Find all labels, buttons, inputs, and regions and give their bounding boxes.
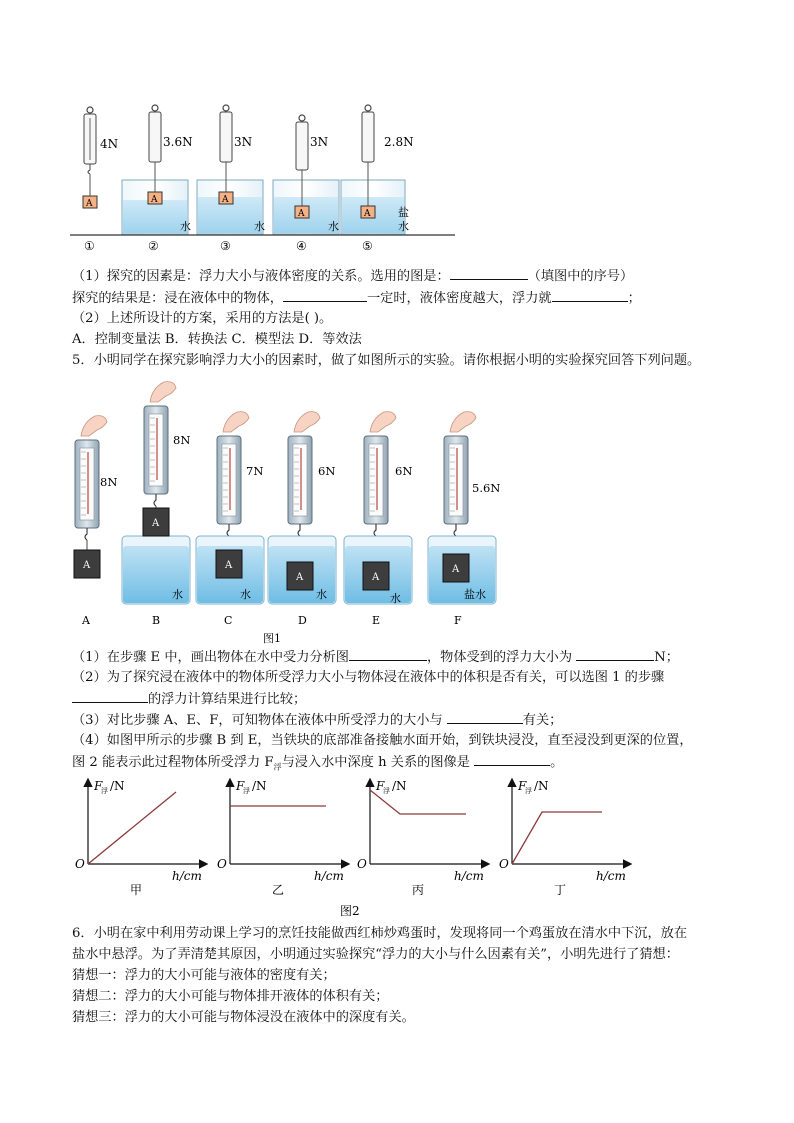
fig1-block-C <box>216 550 242 578</box>
fig2-y-sub: 浮 <box>243 787 250 795</box>
block-label-4: A <box>298 209 305 219</box>
circled-1: ① <box>84 239 95 252</box>
fig1-block-D <box>287 562 313 590</box>
fig2-origin: O <box>217 857 227 871</box>
salt-label-1: 盐 <box>398 206 409 219</box>
fig1-block-A <box>74 550 100 578</box>
fig2-y-sub: 浮 <box>383 787 390 795</box>
q5-part-4a: （4）如图甲所示的步骤 B 到 E，当铁块的底部准备接触水面开始，到铁块浸没，直至浸没到更深的位置， <box>72 733 693 748</box>
top-reading-4: 3N <box>310 135 329 149</box>
top-reading-1: 4N <box>100 137 119 151</box>
fig1-block-E <box>363 562 389 590</box>
fig2-name: 甲 <box>130 883 143 897</box>
q6-guess-2: 猜想二：浮力的大小可能与物体排开液体的体积有关； <box>72 989 389 1004</box>
fig1-block-label: A <box>296 572 304 583</box>
fig2-name: 丙 <box>412 883 425 897</box>
block-label-2: A <box>151 195 158 205</box>
q5-part-2b: 的浮力计算结果进行比较； <box>72 690 306 709</box>
fig2-origin: O <box>357 857 367 871</box>
figure-1-spring-scales <box>60 376 510 644</box>
fig1-salt-F: 盐水 <box>464 588 486 601</box>
spring-scale-1 <box>83 107 97 208</box>
q4-line-3: （2）上述所设计的方案，采用的方法是( )。 <box>72 311 333 326</box>
q4-options: A．控制变量法 B．转换法 C．模型法 D．等效法 <box>72 332 362 347</box>
fig2-y-label: F <box>94 779 103 793</box>
fig2-x-label: h/cm <box>596 869 626 883</box>
fig2-y-unit: /N <box>252 779 267 793</box>
fig1-block-label: A <box>452 564 460 575</box>
fig1-step-B: B <box>152 614 161 627</box>
figure-spring-scale-experiment <box>70 100 460 252</box>
fig1-block-F <box>443 554 469 582</box>
fig1-reading-B: 8N <box>173 433 191 447</box>
fig1-water-B: 水 <box>172 588 183 601</box>
fig2-y-unit: /N <box>110 779 125 793</box>
fig1-scale-B <box>144 382 176 508</box>
fig2-name: 丁 <box>554 883 567 897</box>
fig2-y-label: F <box>236 779 245 793</box>
fig2-y-unit: /N <box>392 779 407 793</box>
fig1-reading-A: 8N <box>100 475 118 489</box>
beaker-3 <box>197 105 263 234</box>
q6-line-2: 盐水中悬浮。为了弄清楚其原因，小明通过实验探究“浮力的大小与什么因素有关”，小明先进行了猜想： <box>72 947 679 962</box>
block-label-5: A <box>364 209 371 219</box>
fig1-block-label: A <box>372 572 380 583</box>
top-reading-3: 3N <box>234 135 253 149</box>
water-label-2: 水 <box>254 220 265 233</box>
q4-line-2: 探究的结果是：浸在液体中的物体， 一定时，液体密度越大，浮力就 ； <box>72 291 641 306</box>
beaker-5 <box>341 105 405 234</box>
fig2-curve <box>88 792 176 864</box>
fig2-graph-乙 <box>217 779 348 897</box>
top-reading-5: 2.8N <box>384 135 414 149</box>
fig2-y-sub: 浮 <box>101 787 108 795</box>
fig1-step-A: A <box>82 614 90 627</box>
circled-3: ③ <box>220 239 231 252</box>
fig1-step-D: D <box>298 614 307 627</box>
q4-line-1: （1）探究的因素是：浮力大小与液体密度的关系。选用的图是： （填图中的序号） <box>72 269 634 284</box>
fig2-x-label: h/cm <box>172 869 202 883</box>
block-label-1: A <box>86 199 93 209</box>
water-label-3: 水 <box>328 220 339 233</box>
fig2-curve <box>512 812 602 864</box>
q6-line-1: 6．小明在家中利用劳动课上学习的烹饪技能做西红柿炒鸡蛋时，发现将同一个鸡蛋放在清水中下沉，放在 <box>72 926 688 941</box>
fig1-reading-D: 6N <box>318 464 336 478</box>
fig1-step-E: E <box>372 614 381 627</box>
fig2-y-label: F <box>518 779 527 793</box>
q5-part-3: （3）对比步骤 A、E、F，可知物体在液体中所受浮力的大小与 有关； <box>72 713 563 728</box>
fig1-step-C: C <box>224 614 233 627</box>
fig2-y-label: F <box>376 779 385 793</box>
fig2-graph-丙 <box>357 779 488 897</box>
fig1-block-label: A <box>83 560 91 571</box>
fig1-water-E: 水 <box>390 592 401 605</box>
fig1-block-label: A <box>152 518 160 529</box>
q5-part-2a: （2）为了探究浸在液体中的物体所受浮力大小与物体浸在液体中的体积是否有关，可以选图 1 的步骤 <box>72 670 665 685</box>
fig1-scale-C <box>217 412 249 550</box>
water-label-1: 水 <box>180 220 191 233</box>
q5-part-4b: 图 2 能表示此过程物体所受浮力 $F_浮$与浸入水中深度 h 关系的图像是 。 <box>72 755 564 772</box>
fig1-block-label: A <box>225 560 233 571</box>
figure-2-graphs <box>70 774 640 920</box>
fig1-reading-C: 7N <box>246 464 264 478</box>
q6-guess-1: 猜想一：浮力的大小可能与液体的密度有关； <box>72 968 336 983</box>
beaker-2 <box>122 105 188 234</box>
fig2-y-unit: /N <box>534 779 549 793</box>
fig2-caption: 图2 <box>340 904 360 918</box>
fig1-step-F: F <box>454 614 462 627</box>
fig1-reading-F: 5.6N <box>472 481 501 495</box>
circled-2: ② <box>148 239 159 252</box>
block-label-3: A <box>222 195 229 205</box>
salt-label-2: 水 <box>398 220 409 233</box>
beaker-4 <box>273 115 339 234</box>
fig2-graph-丁 <box>499 779 630 897</box>
fig2-y-sub: 浮 <box>525 787 532 795</box>
q5-part-1: （1）在步骤 E 中，画出物体在水中受力分析图 ，物体受到的浮力大小为 N； <box>72 650 679 665</box>
fig1-water-D: 水 <box>316 588 327 601</box>
fig1-water-C: 水 <box>240 588 251 601</box>
fig2-origin: O <box>75 857 85 871</box>
fig1-block-B <box>143 508 169 536</box>
top-reading-2: 3.6N <box>163 135 193 149</box>
fig1-reading-E: 6N <box>395 464 413 478</box>
fig2-x-label: h/cm <box>314 869 344 883</box>
fig2-origin: O <box>499 857 509 871</box>
q5-stem: 5．小明同学在探究影响浮力大小的因素时，做了如图所示的实验。请你根据小明的实验探究回答下列问题。 <box>72 353 701 368</box>
fig2-name: 乙 <box>272 883 285 897</box>
q6-guess-3: 猜想三：浮力的大小可能与物体浸没在液体中的深度有关。 <box>72 1010 415 1025</box>
fig2-x-label: h/cm <box>454 869 484 883</box>
fig1-caption: 图1 <box>263 632 281 644</box>
fig2-graph-甲 <box>75 779 206 897</box>
circled-5: ⑤ <box>362 239 373 252</box>
circled-4: ④ <box>296 239 307 252</box>
